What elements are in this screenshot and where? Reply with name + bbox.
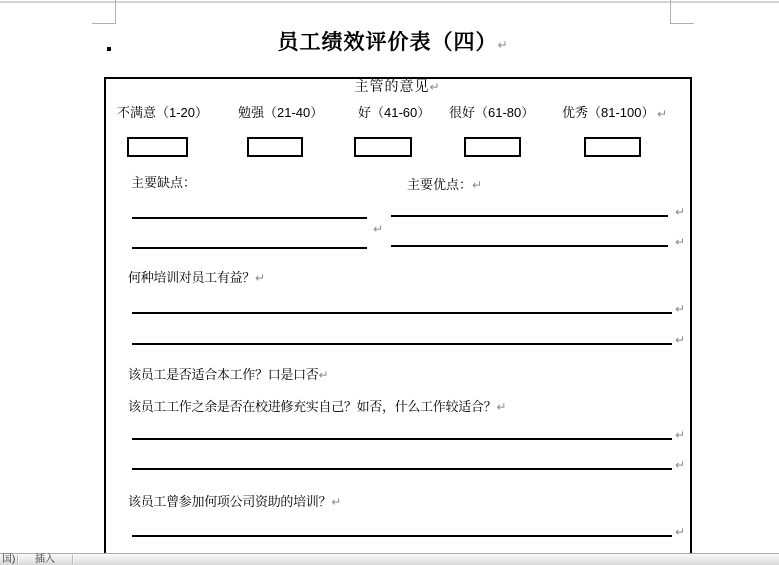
strength-label-row xyxy=(407,176,482,194)
answer-line-self-improvement-2[interactable] xyxy=(132,468,672,470)
status-bar-separator xyxy=(72,555,73,564)
insert-mode-indicator[interactable]: 插入 xyxy=(35,554,55,565)
rating-score-box-5[interactable] xyxy=(584,137,641,157)
answer-line-strength-2[interactable] xyxy=(391,245,668,247)
status-bar-separator xyxy=(17,555,18,564)
answer-line-self-improvement-1[interactable] xyxy=(132,438,672,440)
paragraph-mark-icon: ↵ xyxy=(429,80,440,94)
paragraph-mark-icon: ↵ xyxy=(318,368,329,382)
rating-label-unsatisfactory: 不满意（1-20） xyxy=(117,105,209,120)
paragraph-mark-icon: ↵ xyxy=(675,428,686,442)
rating-label-excellent: 优秀（81-100） xyxy=(562,105,655,120)
rating-label-barely: 勉强（21-40） xyxy=(238,105,324,120)
window-top-edge xyxy=(0,1,779,3)
answer-line-company-training-1[interactable] xyxy=(132,535,672,537)
answer-line-weakness-2[interactable] xyxy=(132,247,367,249)
question-self-improvement: 该员工工作之余是否在校进修充实自己？如否，什么工作较适合？ xyxy=(128,399,497,414)
title-row xyxy=(115,31,670,55)
section-header: 主管的意见 xyxy=(354,78,430,94)
strength-label: 主要优点： xyxy=(407,177,473,192)
margin-crop-mark-left xyxy=(92,0,116,24)
paragraph-mark-icon: ↵ xyxy=(675,333,686,347)
paragraph-mark-icon: ↵ xyxy=(657,107,668,121)
language-indicator[interactable]: 国) xyxy=(2,554,16,565)
paragraph-mark-icon: ↵ xyxy=(675,302,686,316)
paragraph-mark-icon: ↵ xyxy=(472,178,483,192)
paragraph-mark-icon: ↵ xyxy=(255,271,266,285)
paragraph-mark-icon: ↵ xyxy=(331,495,342,509)
paragraph-mark-icon: ↵ xyxy=(675,235,686,249)
answer-line-training-2[interactable] xyxy=(132,343,672,345)
paragraph-mark-icon: ↵ xyxy=(675,205,686,219)
rating-label-good: 好（41-60） xyxy=(358,105,431,120)
question-company-training-row xyxy=(128,493,341,511)
rating-score-box-4[interactable] xyxy=(464,137,521,157)
question-training-benefit: 何种培训对员工有益？ xyxy=(128,270,256,285)
question-training-benefit-row xyxy=(128,269,265,287)
status-bar xyxy=(0,553,779,565)
question-company-training: 该员工曾参加何项公司资助的培训？ xyxy=(128,494,332,509)
paragraph-mark-icon: ↵ xyxy=(675,525,686,539)
paragraph-mark-icon: ↵ xyxy=(497,38,508,52)
question-job-fit: 该员工是否适合本工作？口是口否 xyxy=(128,367,319,382)
answer-line-strength-1[interactable] xyxy=(391,215,668,217)
paragraph-mark-icon: ↵ xyxy=(675,458,686,472)
question-job-fit-row xyxy=(128,366,329,384)
answer-line-training-1[interactable] xyxy=(132,312,672,314)
rating-score-box-1[interactable] xyxy=(127,137,188,157)
rating-label-very-good: 很好（61-80） xyxy=(449,105,535,120)
rating-score-box-3[interactable] xyxy=(354,137,412,157)
rating-score-box-2[interactable] xyxy=(247,137,303,157)
answer-line-weakness-1[interactable] xyxy=(132,217,367,219)
margin-crop-mark-right xyxy=(670,0,694,24)
weakness-label: 主要缺点： xyxy=(131,175,197,190)
table-header-row xyxy=(104,78,690,96)
question-self-improvement-row xyxy=(128,398,506,416)
page-title: 员工绩效评价表（四） xyxy=(277,31,498,54)
paragraph-mark-icon: ↵ xyxy=(373,222,384,236)
paragraph-bullet xyxy=(107,47,111,51)
paragraph-mark-icon: ↵ xyxy=(496,400,507,414)
